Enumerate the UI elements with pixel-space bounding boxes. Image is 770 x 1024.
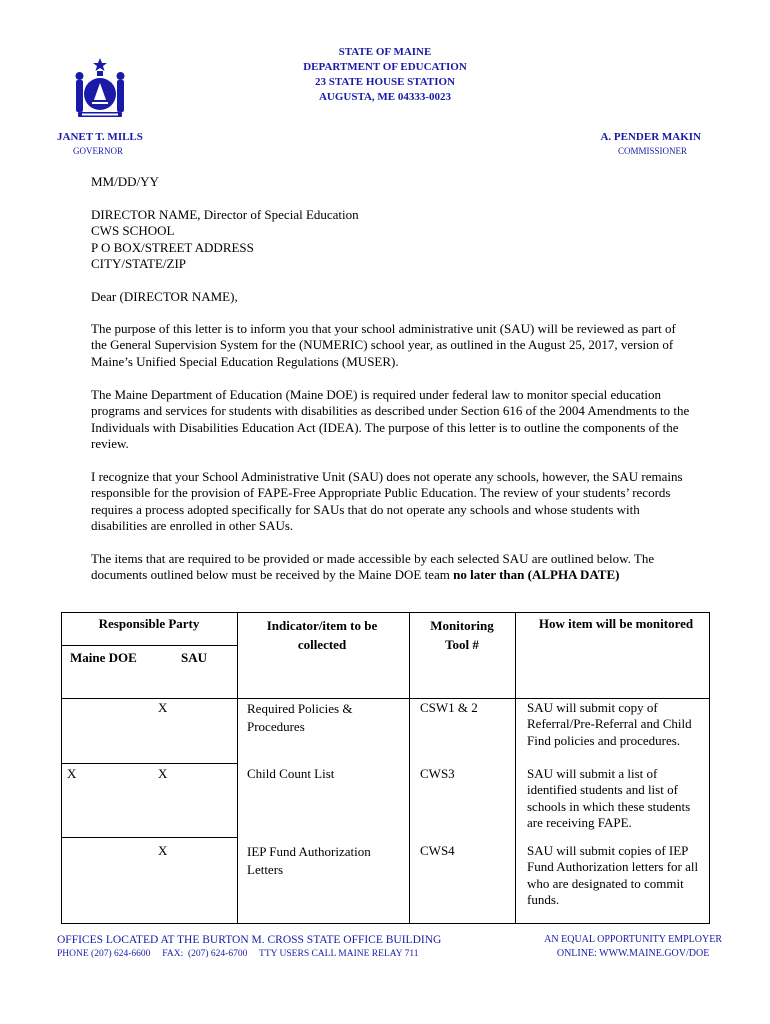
address-line: DIRECTOR NAME, Director of Special Education [91, 207, 359, 222]
header-tool: Monitoring Tool # [430, 618, 494, 652]
governor-name: JANET T. MILLS [57, 131, 143, 143]
cell-doe: X [67, 766, 77, 781]
header-indicator: Indicator/item to be collected [266, 618, 378, 652]
cell-how: SAU will submit copy of Referral/Pre-Referral and Child Find policies and procedures. [527, 700, 692, 748]
footer-employer [544, 933, 722, 961]
paragraph-deadline [91, 551, 691, 584]
header-line: DEPARTMENT OF EDUCATION [303, 61, 467, 73]
paragraph-federal-law: The Maine Department of Education (Maine DOE) is required under federal law to monitor special education programs and services for students with disabilities as described under Section 616 of the 2004 Amendments to the Individuals with Disabilities Education Act (IDEA). The purpose of this letter is to outline the components of the review. [91, 387, 690, 452]
cell-how: SAU will submit copies of IEP Fund Authorization letters for all who are designated to commit funds. [527, 843, 699, 908]
cell-tool: CWS3 [420, 766, 455, 781]
governor-title: GOVERNOR [73, 146, 124, 156]
footer-equal-opportunity: AN EQUAL OPPORTUNITY EMPLOYER [544, 934, 722, 945]
header-responsible-party: Responsible Party [98, 616, 200, 631]
state-seal-icon [72, 56, 128, 120]
cell-item: IEP Fund Authorization Letters [247, 844, 371, 877]
items-table-grid [61, 612, 710, 924]
cell-item: Child Count List [247, 766, 335, 781]
cell-sau: X [158, 700, 168, 715]
footer-office [57, 933, 441, 961]
letter-date: MM/DD/YY [91, 174, 159, 189]
header-how-monitored: How item will be monitored [538, 616, 694, 631]
cell-how: SAU will submit a list of identified students and list of schools in which these students are receiving FAPE. [527, 766, 691, 831]
footer-office-location: OFFICES LOCATED AT THE BURTON M. CROSS STATE OFFICE BUILDING [57, 934, 442, 946]
cell-sau: X [158, 843, 168, 858]
salutation: Dear (DIRECTOR NAME), [91, 289, 238, 304]
cell-sau: X [158, 766, 168, 781]
header-line: AUGUSTA, ME 04333-0023 [318, 91, 452, 103]
footer-website-link[interactable]: ONLINE: WWW.MAINE.GOV/DOE [556, 948, 710, 959]
department-header [260, 45, 510, 105]
deadline-date: no later than (ALPHA DATE) [453, 567, 620, 583]
address-line: CWS SCHOOL [91, 223, 175, 239]
header-sau: SAU [181, 650, 208, 665]
deadline-text: The items that are required to be provided or made accessible by each selected SAU are outlined below. The documents outlined below must be received by the Maine DOE team [91, 551, 655, 583]
paragraph-sau: I recognize that your School Administrative Unit (SAU) does not operate any schools, however, the SAU remains responsible for the provision of FAPE-Free Appropriate Public Education. The review of your students’ records requires a process adopted specifically for SAUs that do not operate any schools and whose students with disabilities are enrolled in other SAUs. [91, 469, 683, 534]
address-line: P O BOX/STREET ADDRESS [91, 239, 254, 255]
header-line: 23 STATE HOUSE STATION [314, 76, 456, 88]
header-maine-doe: Maine DOE [70, 650, 137, 665]
address-line: CITY/STATE/ZIP [91, 256, 187, 272]
recipient-address [91, 207, 691, 273]
cell-tool: CSW1 & 2 [420, 700, 478, 715]
commissioner-title: COMMISSIONER [617, 146, 687, 156]
paragraph-purpose: The purpose of this letter is to inform you that your school administrative unit (SAU) will be reviewed as part of the General Supervision System for the (NUMERIC) school year, as outlined in the August 25, 2017, version of Maine’s Unified Special Education Regulations (MUSER). [91, 321, 676, 369]
commissioner-name: A. PENDER MAKIN [600, 131, 701, 143]
header-line: STATE OF MAINE [338, 46, 432, 58]
cell-item: Required Policies & Procedures [247, 701, 353, 734]
footer-contact: PHONE (207) 624-6600 FAX: (207) 624-6700 TTY USERS CALL MAINE RELAY 711 [57, 949, 419, 959]
cell-tool: CWS4 [420, 843, 455, 858]
